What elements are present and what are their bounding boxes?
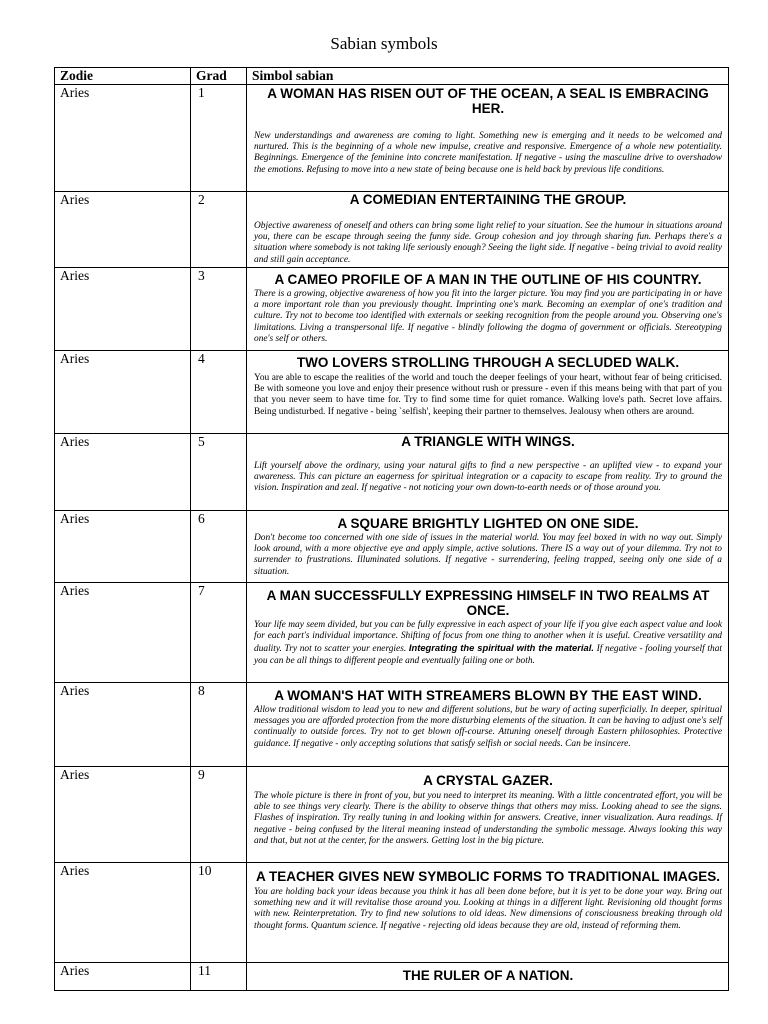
symbol-description: Objective awareness of oneself and others can bring some light relief to your situation. See the humour in situations around you, there can be escape through seeing the funny side. Group cohesion and joy through sharing fun. Perhaps there's a situation where somebody is not taking life seriously enough? Seeing the light side. If negative - being trivial to avoid reality and still gain acceptance. [254,221,722,265]
sign-cell: Aries [55,192,191,268]
page-title: Sabian symbols [330,34,438,53]
symbol-description: Don't become too concerned with one side of issues in the material world. You may feel boxed in with no way out. Simply look around, with a more objective eye and apply simple, active solutions. There IS a way out of your dilemma. Try not to surrender to frustrations. Illuminated solutions. If negative - surrendering, feeling trapped, seeing only one side of a situation. [254,533,722,577]
symbol-description: You are holding back your ideas because you think it has all been done before, but it is yet to be done your way. Bring out something new and it will revitalise those around you. Looking at things in a different light. Revisioning old thought forms with new. Reinterpretation. Try to find new solutions to old ideas. New dimensions of consciousness breaking through old thought forms. Quantum science. If negative - rejecting old ideas because they are old, instead of reforming them. [254,887,722,931]
degree-cell: 5 [191,434,247,511]
table-row [55,863,729,963]
table-row [55,683,729,767]
symbol-heading: A MAN SUCCESSFULLY EXPRESSING HIMSELF IN TWO REALMS AT ONCE. [266,588,710,618]
symbol-heading: A SQUARE BRIGHTLY LIGHTED ON ONE SIDE. [337,516,639,531]
symbol-heading: A CAMEO PROFILE OF A MAN IN THE OUTLINE OF HIS COUNTRY. [274,272,702,287]
symbol-cell [247,85,729,192]
symbol-heading: THE RULER OF A NATION. [402,968,574,983]
symbol-heading: A WOMAN HAS RISEN OUT OF THE OCEAN, A SEAL IS EMBRACING HER. [267,86,709,116]
table-row [55,767,729,863]
degree-cell: 3 [191,268,247,351]
table-row [55,434,729,511]
table-row [55,85,729,192]
sign-cell: Aries [55,351,191,434]
table-row [55,192,729,268]
symbol-cell [247,583,729,683]
table-row [55,511,729,583]
emphasized-text: Integrating the spiritual with the material. [408,642,594,654]
symbol-heading: A TEACHER GIVES NEW SYMBOLIC FORMS TO TRADITIONAL IMAGES. [255,869,721,884]
table-row [55,963,729,991]
symbol-cell [247,511,729,583]
degree-cell: 1 [191,85,247,192]
sabian-table [54,67,729,991]
degree-cell: 10 [191,863,247,963]
symbol-heading: A TRIANGLE WITH WINGS. [401,434,575,449]
sign-cell: Aries [55,863,191,963]
symbol-cell [247,434,729,511]
symbol-heading: A CRYSTAL GAZER. [423,773,553,788]
table-row [55,351,729,434]
sign-cell: Aries [55,963,191,991]
sign-cell: Aries [55,511,191,583]
symbol-description: The whole picture is there in front of you, but you need to interpret its meaning. With a little concentrated effort, you will be able to see things very clearly. There is the ability to observe things that others may miss. Looking ahead to see the signs. Flashes of inspiration. Try really tuning in and looking within for answers. Creative, inner visualization. Aura readings. If negative - being confused by the literal meaning instead of understanding the symbolic message. Always looking this way and that, but not at the center, for the answers. Getting lost in the big picture. [254,791,722,846]
symbol-description: Lift yourself above the ordinary, using your natural gifts to find a new perspective - an uplifted view - to expand your awareness. This can picture an eagerness for spiritual integration or a capacity to escape from reality. Try to ground the vision. Inspiration and zeal. If negative - not noticing your own down-to-earth needs or of those around you. [254,461,722,494]
column-header-zodie: Zodie [55,68,191,85]
column-header-simbol: Simbol sabian [247,68,729,85]
degree-cell: 6 [191,511,247,583]
sign-cell: Aries [55,683,191,767]
degree-cell: 8 [191,683,247,767]
symbol-heading: TWO LOVERS STROLLING THROUGH A SECLUDED WALK. [296,355,680,370]
symbol-description: There is a growing, objective awareness of how you fit into the larger picture. You may find you are participating in or have a more important role than you previously thought. Imprinting one's mark. Becoming an exemplar of one's tradition and culture. Try not to become too identified with externals or seeking recognition from the people around you. Observing one's limitations. Living a transpersonal life. If negative - blindly following the dogma of government or officials. Stereotyping one's self or others. [254,289,722,344]
degree-cell: 4 [191,351,247,434]
column-header-grad: Grad [191,68,247,85]
symbol-cell [247,767,729,863]
symbol-heading: A WOMAN'S HAT WITH STREAMERS BLOWN BY THE EAST WIND. [274,688,702,703]
degree-cell: 11 [191,963,247,991]
symbol-cell [247,351,729,434]
symbol-heading: A COMEDIAN ENTERTAINING THE GROUP. [349,192,627,207]
symbol-cell [247,192,729,268]
symbol-cell [247,863,729,963]
sign-cell: Aries [55,85,191,192]
table-row [55,583,729,683]
degree-cell: 2 [191,192,247,268]
table-row [55,268,729,351]
symbol-description: Your life may seem divided, but you can be fully expressive in each aspect of your life if you give each aspect value and look for each part's individual importance. Shifting of focus from one thing to another when it is useful. Creative versatility and duality. Try not to scatter your energies. Integrating the spiritual with the material. If negative - fooling yourself that you can be all things to different people and eventually failing one or both. [254,620,722,666]
table-header-row [55,68,729,85]
symbol-cell [247,683,729,767]
sign-cell: Aries [55,583,191,683]
symbol-description: Allow traditional wisdom to lead you to new and different solutions, but be wary of acting superficially. In deeper, spiritual messages you are afforded protection from the more disturbing elements of the situation. It can be having to adjust one's self continually to outside forces. Try not to get blown off-course. Attuning oneself through Eastern philosophies. Protective guidance. If negative - only accepting solutions that satisfy selfish or social needs. Can be insincere. [254,705,722,749]
degree-cell: 9 [191,767,247,863]
sign-cell: Aries [55,767,191,863]
sign-cell: Aries [55,268,191,351]
degree-cell: 7 [191,583,247,683]
symbol-description: You are able to escape the realities of the world and touch the deeper feelings of your heart, without fear of being criticised. Be with someone you love and enjoy their presence without rush or pressure - even if this means being with that part of you that you never seem to have time for. Try to find some time for quiet romance. Walking love's path. Secret love affairs. Being undisturbed. If negative - being `selfish', keeping their partner to themselves. Jealousy when others are around. [254,373,722,417]
symbol-description: New understandings and awareness are coming to light. Something new is emerging and it needs to be welcomed and nurtured. This is the beginning of a whole new impulse, creative and responsive. Emergence of a whole new potentiality. Beginnings. Emergence of the feminine into concrete manifestation. If negative - using the masculine drive to overshadow the emotions. Refusing to move into a new state of being because one is held back by previous life conditions. [254,131,722,175]
symbol-cell [247,268,729,351]
sign-cell: Aries [55,434,191,511]
symbol-cell [247,963,729,991]
